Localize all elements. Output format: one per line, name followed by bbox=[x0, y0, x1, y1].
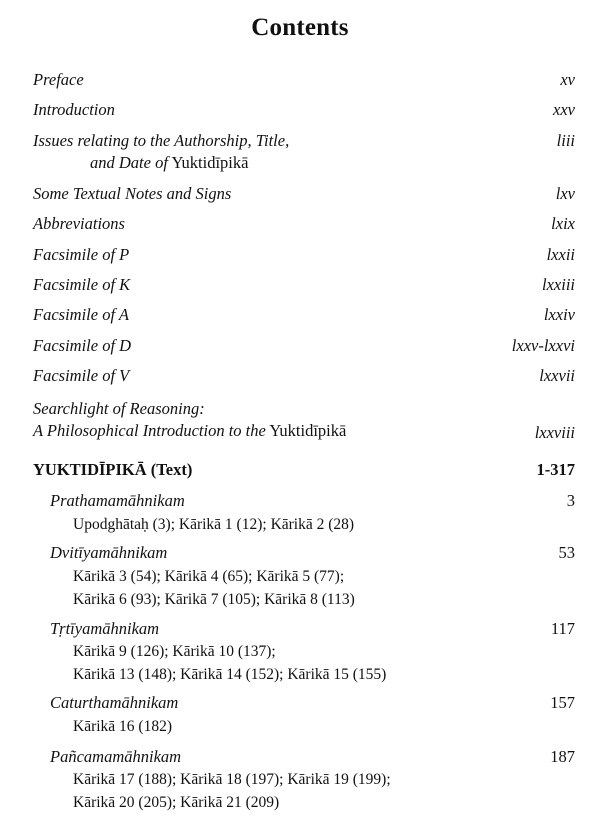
toc-entry-label-title: Yuktidīpikā bbox=[269, 421, 347, 440]
toc-entry-issues bbox=[33, 130, 575, 174]
toc-entry-label: Facsimile of P bbox=[33, 245, 130, 264]
toc-entry-page: lxxv-lxxvi bbox=[511, 336, 575, 355]
toc-section-label: Prathamamāhnikam bbox=[50, 491, 185, 510]
toc-section-caturtha bbox=[50, 691, 575, 715]
toc-entry-page: lxxiii bbox=[542, 275, 575, 294]
toc-section-page: 187 bbox=[550, 747, 575, 766]
toc-entry-label-continued: and Date of bbox=[90, 153, 168, 172]
toc-entry-label-continued: A Philosophical Introduction to the bbox=[33, 421, 266, 440]
toc-section-pancama bbox=[50, 745, 575, 769]
toc-entry-page: liii bbox=[556, 131, 575, 150]
toc-entry-label: Abbreviations bbox=[33, 214, 125, 233]
toc-entry-searchlight bbox=[33, 398, 575, 442]
toc-section-prathama bbox=[50, 489, 575, 513]
toc-entry-label: Facsimile of D bbox=[33, 336, 132, 355]
toc-entry-label: Introduction bbox=[33, 100, 115, 119]
toc-entry-label: Facsimile of V bbox=[33, 366, 130, 385]
toc-subentry: Kārikā 3 (54); Kārikā 4 (65); Kārikā 5 (77); bbox=[73, 568, 345, 585]
toc-entry-page: xxv bbox=[553, 100, 575, 119]
toc-part-heading bbox=[33, 459, 575, 481]
toc-entry-abbreviations bbox=[33, 213, 575, 235]
toc-entry-page: lxix bbox=[551, 214, 575, 233]
toc-section-label: Caturthamāhnikam bbox=[50, 693, 179, 712]
toc-section-trtiya bbox=[50, 617, 575, 641]
toc-entry-page: lxxiv bbox=[543, 305, 575, 324]
toc-section-label: Dvitīyamāhnikam bbox=[50, 543, 168, 562]
toc-entry-page: xv bbox=[560, 70, 575, 89]
toc-part-page: 1-317 bbox=[536, 460, 575, 479]
toc-entry-label: Issues relating to the Authorship, Title, bbox=[33, 131, 290, 150]
toc-entry-label: Facsimile of A bbox=[33, 305, 129, 324]
toc-subentry: Upodghātaḥ (3); Kārikā 1 (12); Kārikā 2 (28) bbox=[73, 516, 355, 533]
toc-entry-introduction bbox=[33, 99, 575, 121]
toc-entry-label: Some Textual Notes and Signs bbox=[33, 184, 232, 203]
toc-section-page: 53 bbox=[558, 543, 575, 562]
toc-section-label: Pañcamamāhnikam bbox=[50, 747, 182, 766]
toc-subentry: Kārikā 9 (126); Kārikā 10 (137); bbox=[73, 643, 276, 660]
toc-entry-label-title: Yuktidīpikā bbox=[171, 153, 249, 172]
toc-entry-page: lxxvii bbox=[539, 366, 575, 385]
toc-entry-facsimile-a bbox=[33, 304, 575, 326]
toc-entry-facsimile-v bbox=[33, 365, 575, 387]
toc-entry-page: lxxviii bbox=[534, 423, 575, 442]
toc-section-label: Tṛtīyamāhnikam bbox=[50, 619, 160, 638]
toc-entry-page: lxv bbox=[555, 184, 575, 203]
page-title: Contents bbox=[251, 14, 349, 41]
toc-section-dvitiya bbox=[50, 541, 575, 565]
toc-entry-facsimile-k bbox=[33, 274, 575, 296]
toc-subentry: Kārikā 13 (148); Kārikā 14 (152); Kārikā 15 (155) bbox=[73, 666, 387, 683]
toc-section-page: 117 bbox=[550, 619, 575, 638]
toc-subentry: Kārikā 17 (188); Kārikā 18 (197); Kārikā 19 (199); bbox=[73, 771, 391, 788]
toc-subentry: Kārikā 6 (93); Kārikā 7 (105); Kārikā 8 (113) bbox=[73, 591, 355, 608]
toc-section-page: 157 bbox=[550, 693, 575, 712]
toc-entry-facsimile-p bbox=[33, 244, 575, 266]
toc-entry-page: lxxii bbox=[546, 245, 575, 264]
toc-entry-label: Facsimile of K bbox=[33, 275, 131, 294]
toc-subentry: Kārikā 16 (182) bbox=[73, 718, 172, 735]
toc-entry-textual-notes bbox=[33, 183, 575, 205]
toc-part-label: YUKTIDĪPIKĀ (Text) bbox=[33, 460, 193, 479]
toc-subentry: Kārikā 20 (205); Kārikā 21 (209) bbox=[73, 794, 280, 811]
toc-entry-facsimile-d bbox=[33, 335, 575, 357]
toc-entry-preface bbox=[33, 69, 575, 91]
toc-section-page: 3 bbox=[566, 491, 575, 510]
toc-entry-label: Searchlight of Reasoning: bbox=[33, 399, 205, 418]
toc-entry-label: Preface bbox=[33, 70, 84, 89]
